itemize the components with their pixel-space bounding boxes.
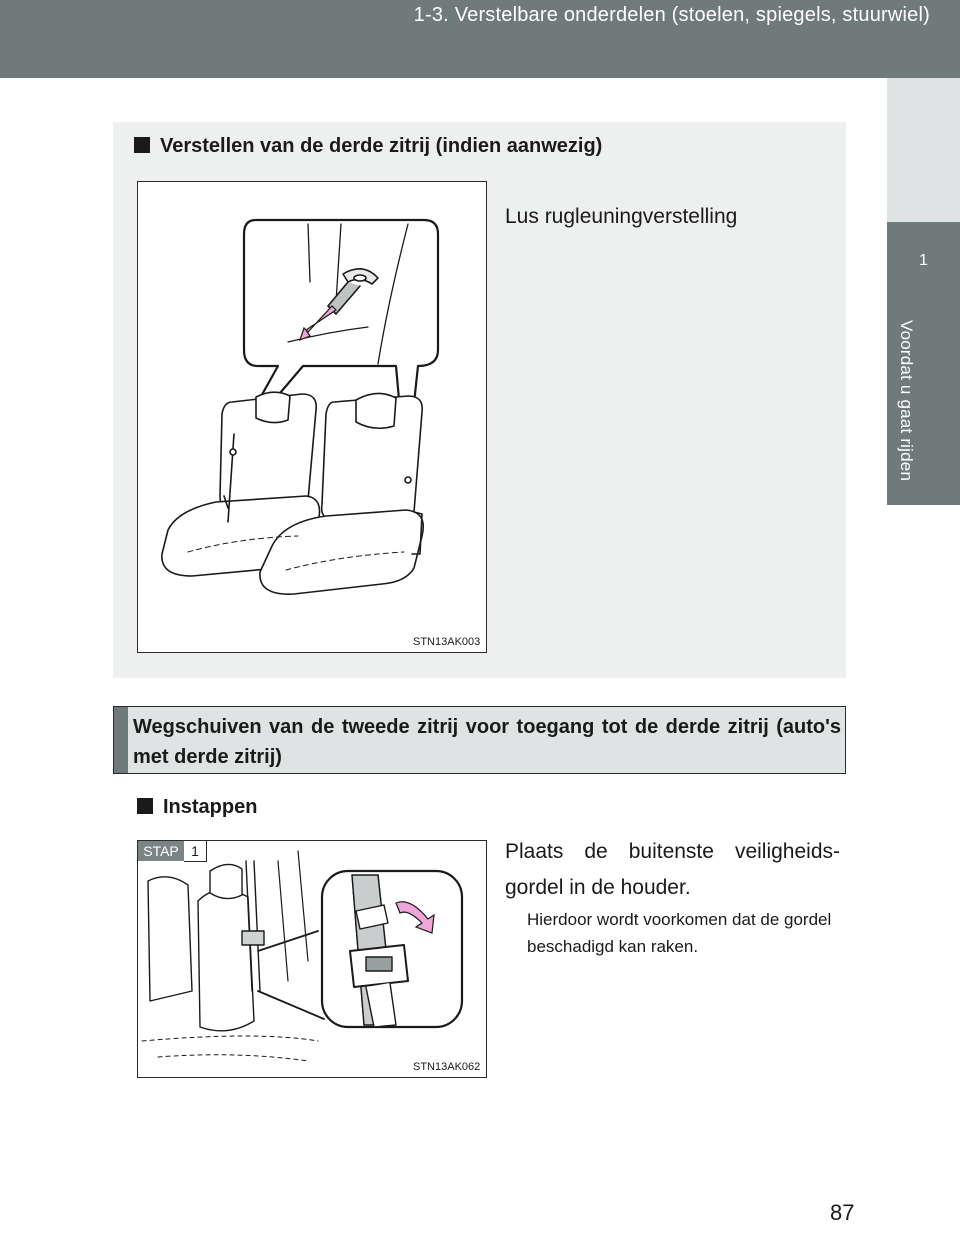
page-number: 87 xyxy=(830,1200,855,1225)
step-badge xyxy=(138,841,206,861)
heading-accent-bar xyxy=(114,707,128,773)
section-heading-box xyxy=(113,706,846,774)
chapter-title: Voordat u gaat rijden xyxy=(897,320,916,482)
square-bullet-icon xyxy=(134,137,150,153)
seatbelt-figure xyxy=(137,840,487,1078)
instappen-title-text: Instappen xyxy=(163,796,258,818)
step-note: Hierdoor wordt voorkomen dat de gordel beschadigd kan raken. xyxy=(527,910,832,956)
step-number: 1 xyxy=(184,841,207,862)
instappen-title xyxy=(137,796,257,819)
seatbelt-illustration xyxy=(138,841,486,1077)
section-header: 1-3. Verstelbare onderdelen (stoelen, spiegels, stuurwiel) xyxy=(413,4,930,26)
figure-code: STN13AK062 xyxy=(413,1061,481,1073)
box-title-text: Verstellen van de derde zitrij (indien aanwezig) xyxy=(160,135,603,157)
chapter-number: 1 xyxy=(919,252,928,269)
square-bullet-icon xyxy=(137,798,153,814)
figure-code: STN13AK003 xyxy=(413,636,481,648)
step-label: STAP xyxy=(138,841,184,861)
section-heading: Wegschuiven van de tweede zitrij voor toegang tot de derde zitrij (auto's met derde zitrij) xyxy=(133,716,841,768)
seat-illustration xyxy=(138,182,486,652)
box-title xyxy=(134,135,602,158)
third-row-seat-figure xyxy=(137,181,487,653)
side-tab-top xyxy=(887,78,960,222)
step-instruction: Plaats de buitenste veiligheids-gordel in de houder. xyxy=(505,840,840,899)
callout-label: Lus rugleuningverstelling xyxy=(505,205,738,228)
